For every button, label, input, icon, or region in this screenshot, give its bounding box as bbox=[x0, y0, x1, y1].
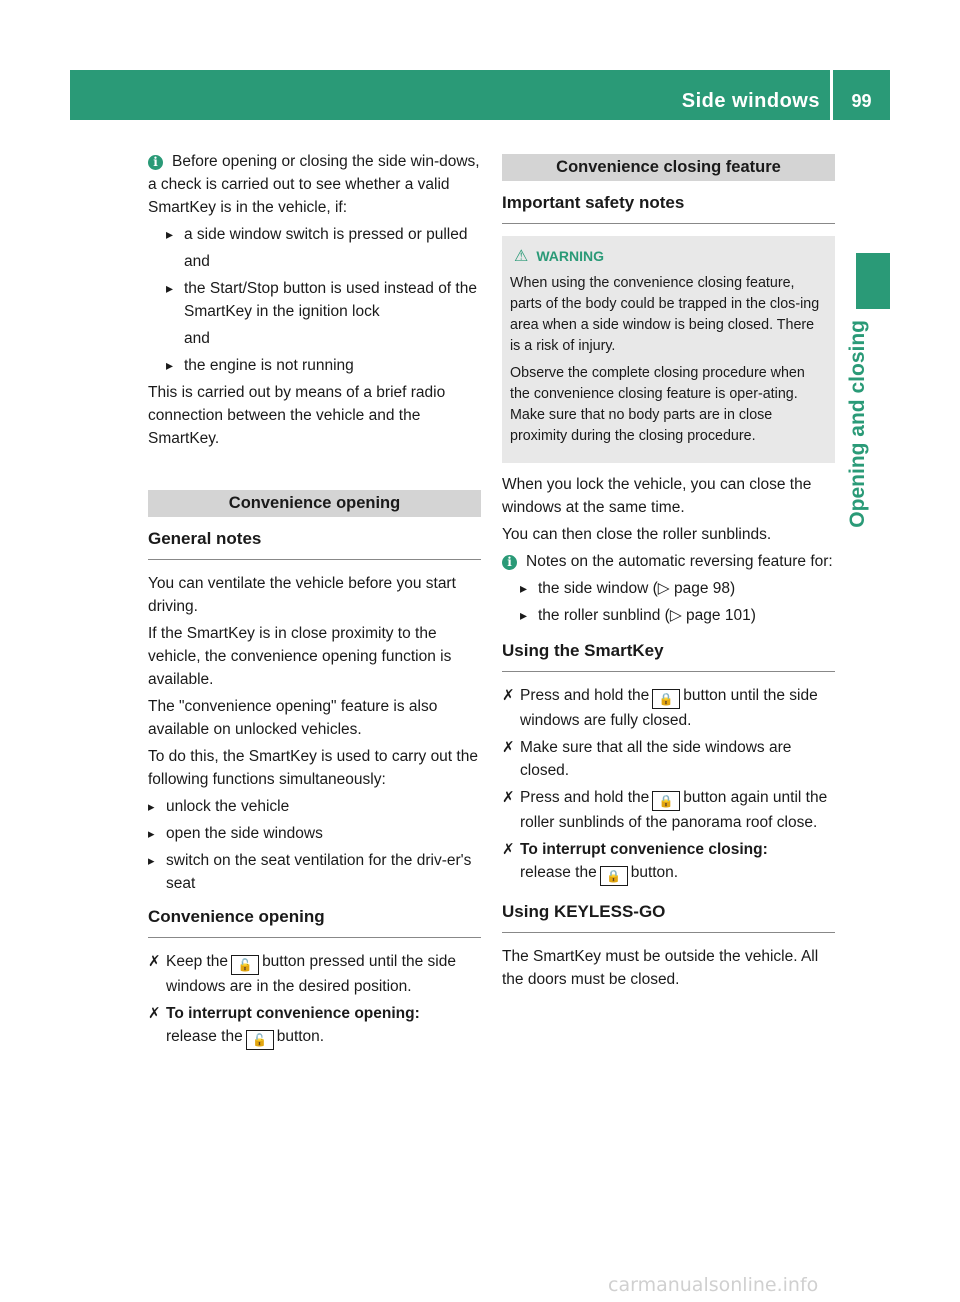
header-title: Side windows bbox=[681, 90, 820, 112]
paragraph: To do this, the SmartKey is used to carry out the following functions simultaneously: bbox=[148, 748, 478, 788]
list-item: ▸ a side window switch is pressed or pulled bbox=[166, 226, 468, 243]
paragraph: The SmartKey must be outside the vehicle. All the doors must be closed. bbox=[502, 948, 819, 988]
step-item: ✗ To interrupt convenience opening: release the 🔓 button. bbox=[148, 1002, 481, 1050]
side-chapter-tab: Opening and closing bbox=[846, 320, 869, 528]
subheading-using-smartkey: Using the SmartKey bbox=[502, 639, 835, 672]
list-item: ▸ switch on the seat ventilation for the driv-er's seat bbox=[148, 849, 481, 895]
subheading-general-notes: General notes bbox=[148, 527, 481, 560]
subheading-convenience-opening: Convenience opening bbox=[148, 905, 481, 938]
connector-and: and bbox=[184, 330, 210, 347]
step-item: ✗ Press and hold the 🔒 button again until the roller sunblinds of the panorama roof close. bbox=[502, 789, 828, 831]
step-item: ✗ Press and hold the 🔒 button until the side windows are fully closed. bbox=[502, 687, 818, 729]
unlock-icon: 🔓 bbox=[231, 955, 259, 975]
step-item: ✗ To interrupt convenience closing: release the 🔒 button. bbox=[502, 838, 835, 886]
subheading-keyless-go: Using KEYLESS-GO bbox=[502, 900, 835, 933]
page-header-bar bbox=[70, 70, 890, 120]
info-icon: i bbox=[148, 155, 163, 170]
page-number: 99 bbox=[851, 91, 872, 111]
side-tab-block bbox=[856, 253, 890, 309]
paragraph: If the SmartKey is in close proximity to the vehicle, the convenience opening function is available. bbox=[148, 625, 452, 688]
warning-text: When using the convenience closing feature, parts of the body could be trapped in the clos-ing area when a side window is being closed. There is a risk of injury. bbox=[510, 275, 820, 354]
list-item: ▸ the side window (▷ page 98) bbox=[520, 580, 736, 597]
list-item: ▸ the engine is not running bbox=[166, 357, 354, 374]
lock-icon: 🔒 bbox=[600, 866, 628, 886]
info-note: i Notes on the automatic reversing feature for: bbox=[502, 550, 835, 573]
left-column bbox=[148, 150, 481, 1054]
section-title-convenience-closing: Convenience closing feature bbox=[502, 154, 835, 181]
right-column bbox=[502, 154, 835, 995]
info-note: i Before opening or closing the side win-dows, a check is carried out to see whether a valid SmartKey is in the vehicle, if: bbox=[148, 153, 480, 216]
footer-watermark: carmanualsonline.info bbox=[608, 1274, 819, 1296]
subheading-safety-notes: Important safety notes bbox=[502, 191, 835, 224]
connector-and: and bbox=[184, 253, 210, 270]
step-item: ✗ Make sure that all the side windows are closed. bbox=[502, 739, 792, 779]
warning-triangle-icon: ⚠ bbox=[514, 248, 529, 265]
list-item: ▸ the Start/Stop button is used instead of the SmartKey in the ignition lock bbox=[166, 280, 477, 320]
info-icon: i bbox=[502, 555, 517, 570]
paragraph: You can ventilate the vehicle before you start driving. bbox=[148, 575, 456, 615]
lock-icon: 🔒 bbox=[652, 791, 680, 811]
warning-label: WARNING bbox=[536, 248, 605, 264]
paragraph: This is carried out by means of a brief radio connection between the vehicle and the SmartKey. bbox=[148, 384, 446, 447]
warning-text: Observe the complete closing procedure when the convenience closing feature is oper-ating. Make sure that no body parts are in close proximity during the closing procedure. bbox=[510, 365, 805, 444]
paragraph: The "convenience opening" feature is also available on unlocked vehicles. bbox=[148, 698, 438, 738]
lock-icon: 🔒 bbox=[652, 689, 680, 709]
paragraph: When you lock the vehicle, you can close the windows at the same time. bbox=[502, 476, 812, 516]
unlock-icon: 🔓 bbox=[246, 1030, 274, 1050]
paragraph: You can then close the roller sunblinds. bbox=[502, 526, 772, 543]
list-item: ▸ the roller sunblind (▷ page 101) bbox=[520, 607, 756, 624]
section-title-convenience-opening: Convenience opening bbox=[148, 490, 481, 517]
warning-box bbox=[502, 236, 835, 463]
list-item: ▸ open the side windows bbox=[148, 822, 481, 845]
step-item: ✗ Keep the 🔓 button pressed until the side windows are in the desired position. bbox=[148, 953, 456, 995]
list-item: ▸ unlock the vehicle bbox=[148, 795, 481, 818]
